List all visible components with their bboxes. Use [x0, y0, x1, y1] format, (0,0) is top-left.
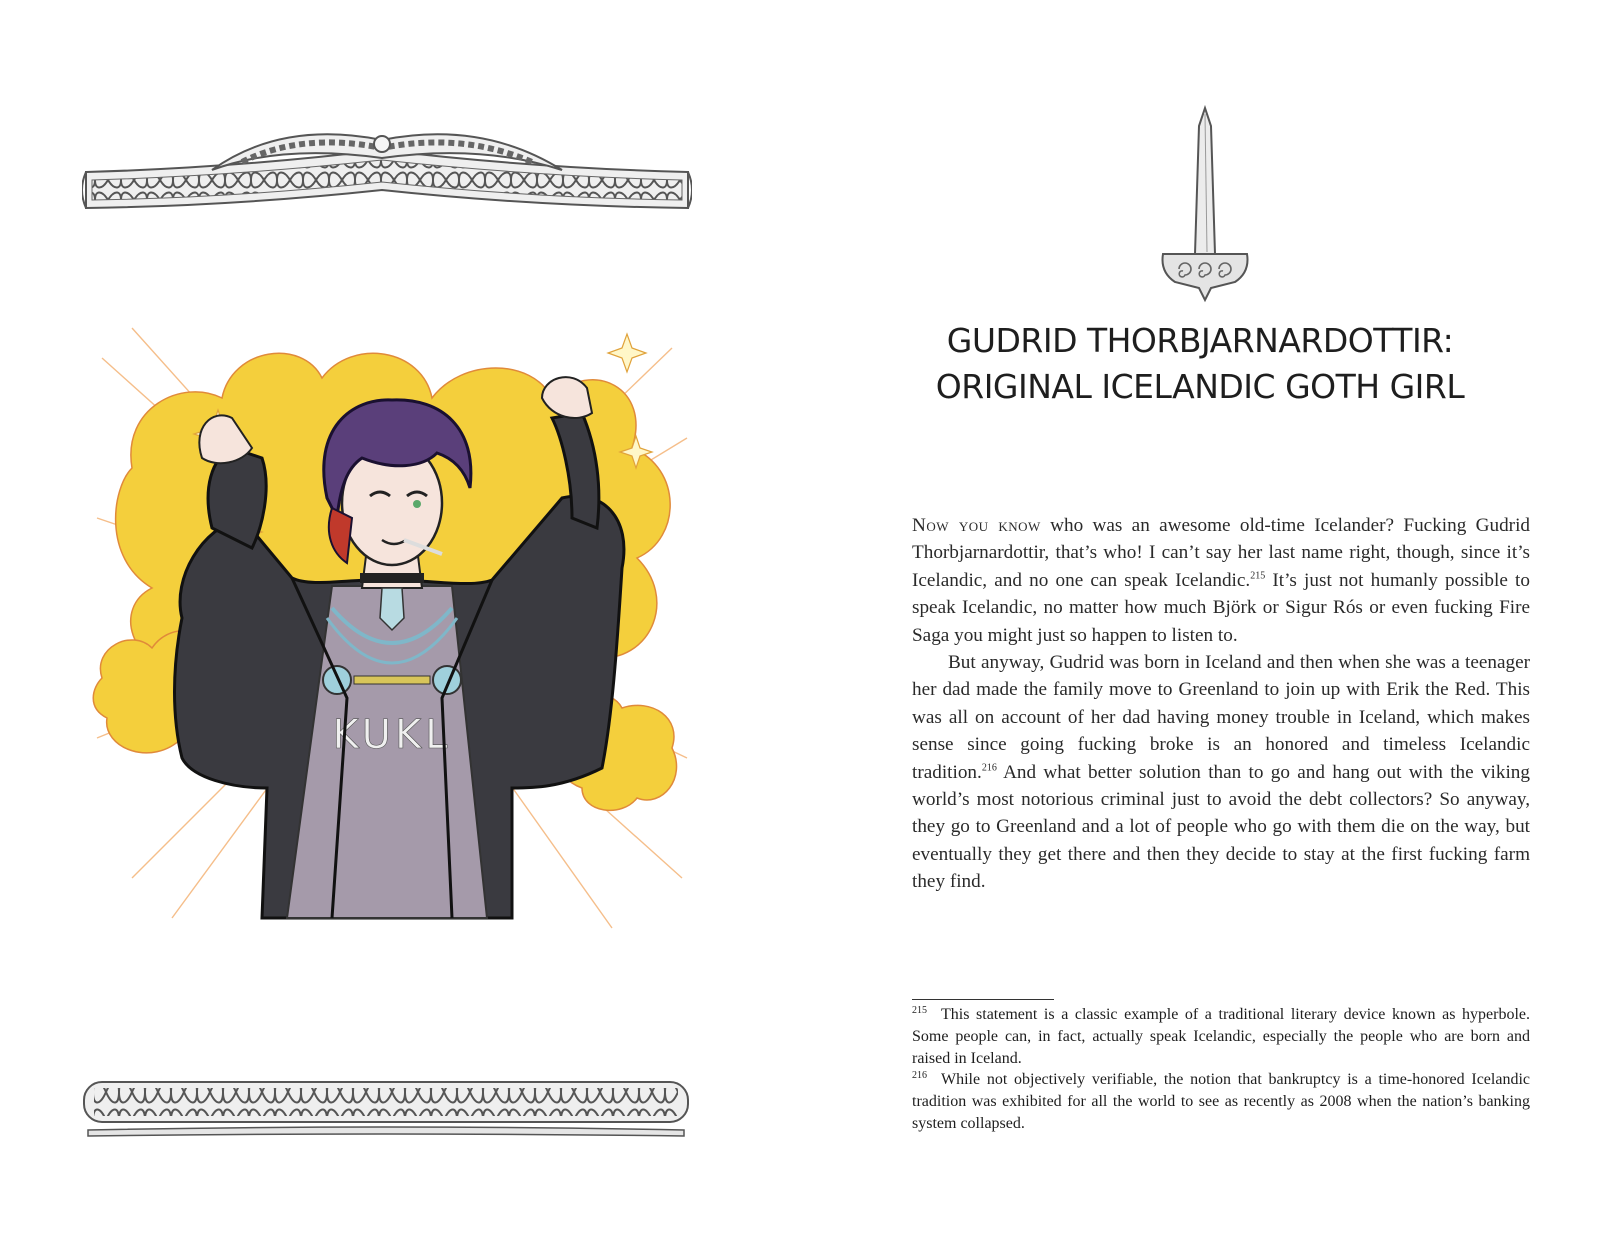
footnote-number: 216 — [912, 1070, 927, 1082]
footnotes — [912, 1004, 1530, 1135]
thors-hammer-icon — [1155, 104, 1255, 304]
chapter-title — [880, 318, 1520, 410]
footnote-divider — [912, 999, 1054, 1000]
paragraph-1-text-b: It’s just not humanly possible to speak Icelandic, no matter how much Björk or Sigur Rós or even fucking Fire Saga you might just so happen to listen to. — [912, 569, 1530, 646]
celtic-knot-border-bottom — [80, 1078, 692, 1140]
paragraph-2-text-b: And what better solution than to go and hang out with the viking world’s most notorious criminal just to avoid the debt collectors? So anyway, they go to Greenland and a lot of people who go with them die on the way, but eventually they get there and then they decide to stay at the first fucking farm they find. — [912, 761, 1530, 893]
right-page — [800, 0, 1600, 1236]
paragraph-2 — [912, 649, 1530, 896]
left-page — [0, 0, 780, 1236]
footnote-text: This statement is a classic example of a traditional literary device known as hyperbole. Some people can, in fact, actually speak Icelandic, especially the people who are born and raised in Iceland. — [912, 1006, 1530, 1067]
paragraph-1-text-a: who was an awesome old-time Icelander? Fucking Gudrid Thorbjarnardottir, that’s who! I can’t say her last name right, though, since it’s Icelandic, and no one can speak Icelandic. — [912, 515, 1530, 591]
footnote-text: While not objectively verifiable, the notion that bankruptcy is a time-honored Icelandic tradition was exhibited for all the world to see as recently as 2008 when the nation’s banking system collapsed. — [912, 1071, 1530, 1132]
footnote-216 — [912, 1069, 1530, 1134]
paragraph-2-text-a: But anyway, Gudrid was born in Iceland and then when she was a teenager her dad made the family move to Greenland to join up with Erik the Red. This was all on account of her dad having money trouble in Iceland, which makes sense since going fucking broke is an honored and timeless Icelandic tradition. — [912, 652, 1530, 783]
footnote-ref-216: 216 — [981, 762, 997, 774]
footnote-215 — [912, 1004, 1530, 1069]
chapter-title-line-1: GUDRID THORBJARNARDOTTIR: — [946, 321, 1454, 360]
paragraph-lead-in: Now you know — [912, 515, 1041, 536]
goth-girl-illustration — [92, 318, 692, 958]
footnote-ref-215: 215 — [1250, 570, 1266, 582]
shirt-text: KUKL — [332, 712, 452, 758]
footnote-number: 215 — [912, 1004, 927, 1016]
celtic-knot-border-top — [82, 110, 692, 228]
paragraph-1 — [912, 512, 1530, 649]
body-text — [912, 512, 1530, 896]
chapter-title-line-2: ORIGINAL ICELANDIC GOTH GIRL — [935, 367, 1465, 406]
